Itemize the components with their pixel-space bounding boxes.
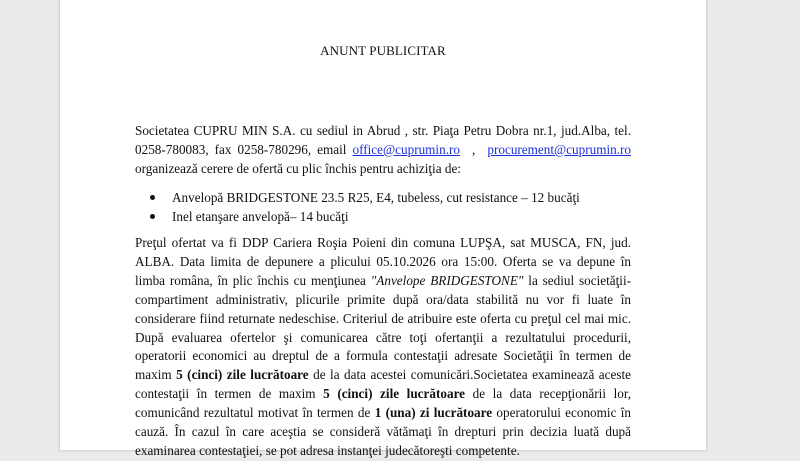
item-list (149, 188, 629, 226)
document-page (60, 0, 706, 458)
document-title: ANUNT PUBLICITAR (320, 43, 446, 58)
list-item (149, 188, 629, 207)
terms-text: la sediul societăţii-compartiment administrativ, plicurile primite după ora/data stabilită nu vor fi luate în considerare fiind returnate nedeschise. Criteriul de atribuire este oferta cu preţul cel mai mic. După evaluarea ofertelor şi comunicarea către toţi ofertanţii a rezultatului procedurii, operatorii economici au dreptul de a formula contestaţii adresate Societăţii în termen de maxim (135, 272, 632, 383)
terms-text: de la data acestei comunicări.Societatea examinează aceste contestaţii în termen de maxim (135, 367, 631, 402)
email-link-office[interactable]: office@cuprumin.ro (352, 141, 460, 157)
bullet-icon (150, 195, 155, 200)
terms-text: operatorului economic în cauză. În cazul în care aceştia se consideră vătămaţi în drepturi prin decizia luată după examinarea contestaţiei, se pot adresa instanţei judecătoreşti competente. (135, 405, 631, 458)
terms-bold-deadline: 5 (cinci) zile lucrătoare (323, 386, 466, 402)
terms-text: de la data recepţionării lor, comunicând rezultatul motivat în termen de (135, 386, 631, 421)
terms-paragraph (135, 234, 631, 461)
terms-bold-deadline: 1 (una) zi lucrătoare (374, 405, 493, 421)
intro-paragraph (135, 122, 631, 179)
terms-text: Preţul ofertat va fi DDP Cariera Roşia Poieni din comuna LUPŞA, sat MUSCA, FN, jud. ALBA. Data limita de depunere a plicului 05.10.2026 ora 15:00. Oferta se va depune în limba româna, în plic închis cu menţiunea (135, 235, 631, 288)
intro-text: Societatea CUPRU MIN S.A. cu sediul in Abrud , str. Piaţa Petru Dobra nr.1, jud.Alba, tel. 0258-780083, fax 0258-780296, email (135, 123, 631, 157)
intro-text-end: organizează cerere de ofertă cu plic închis pentru achiziţia de: (135, 160, 461, 176)
list-item-text: Anvelopă BRIDGESTONE 23.5 R25, E4, tubeless, cut resistance – 12 bucăţi (172, 190, 580, 205)
email-separator: , (459, 141, 488, 157)
terms-bold-deadline: 5 (cinci) zile lucrătoare (176, 367, 309, 383)
email-link-procurement[interactable]: procurement@cuprumin.ro (487, 141, 631, 157)
list-item (149, 207, 629, 226)
terms-italic-mention: "Anvelope BRIDGESTONE" (370, 272, 524, 288)
list-item-text: Inel etanşare anvelopă– 14 bucăţi (172, 209, 349, 224)
bullet-icon (150, 214, 155, 219)
